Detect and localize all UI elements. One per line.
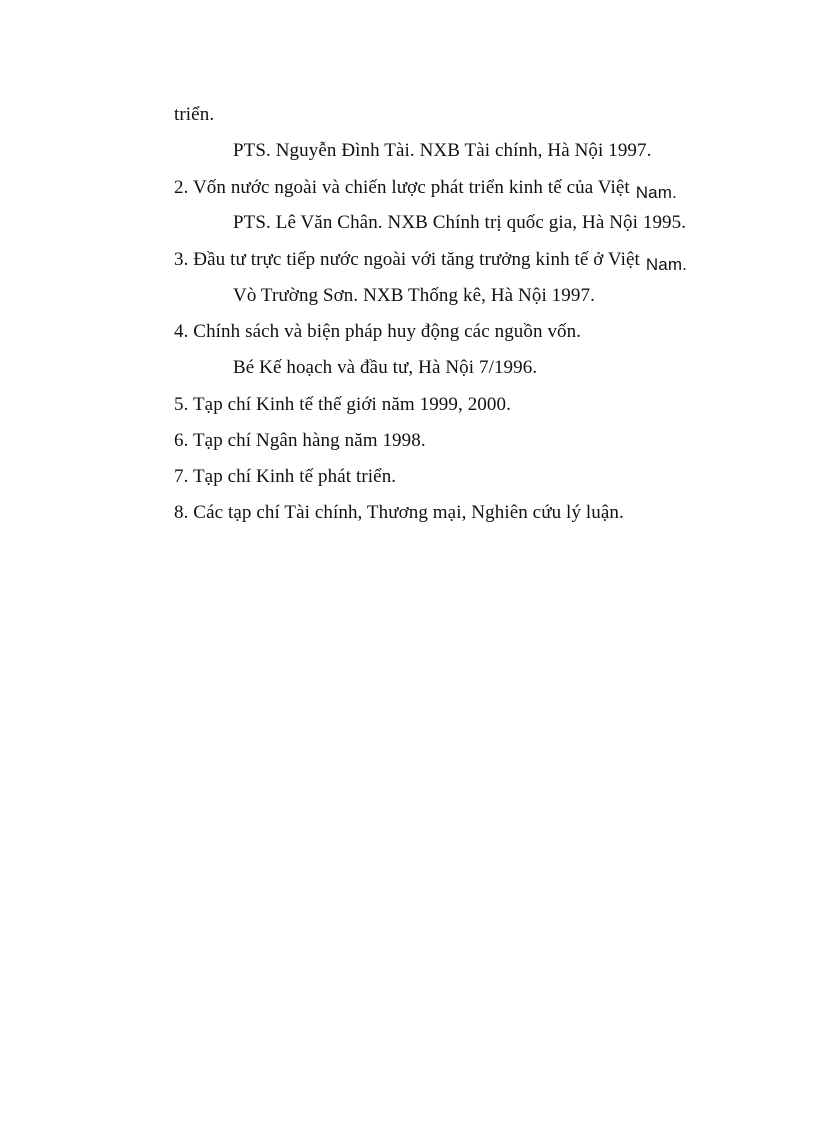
line-text: PTS. Nguyễn Đình Tài. NXB Tài chính, Hà Nội 1997. (233, 140, 652, 161)
reference-item-4 (174, 320, 581, 344)
line-text: 4. Chính sách và biện pháp huy động các nguồn vốn. (174, 321, 582, 342)
line-text: Bé Kế hoạch và đầu tư, Hà Nội 7/1996. (233, 357, 538, 378)
line-text: 3. Đầu tư trực tiếp nước ngoài với tăng trưởng kinh tế ở Việt (174, 249, 640, 270)
reference-author-2 (233, 211, 686, 235)
reference-author-3 (233, 284, 595, 308)
line-text: Vò Trường Sơn. NXB Thống kê, Hà Nội 1997. (233, 285, 595, 306)
reference-item-2 (174, 176, 677, 200)
line-text: 8. Các tạp chí Tài chính, Thương mại, Nghiên cứu lý luận. (174, 502, 624, 523)
reference-continuation (174, 103, 214, 127)
line-text: 2. Vốn nước ngoài và chiến lược phát triển kinh tế của Việt (174, 177, 630, 198)
line-tail: Nam. (645, 255, 687, 274)
reference-item-7 (174, 465, 396, 489)
line-text: PTS. Lê Văn Chân. NXB Chính trị quốc gia, Hà Nội 1995. (233, 212, 687, 233)
line-tail: Nam. (635, 183, 677, 202)
line-text: 7. Tạp chí Kinh tế phát triển. (174, 466, 397, 487)
line-text: 6. Tạp chí Ngân hàng năm 1998. (174, 430, 426, 451)
reference-item-8 (174, 501, 624, 525)
reference-item-3 (174, 248, 687, 272)
line-text: 5. Tạp chí Kinh tế thế giới năm 1999, 2000. (174, 394, 511, 415)
reference-author-1 (233, 139, 651, 163)
reference-author-4 (233, 356, 537, 380)
line-text: triển. (174, 104, 215, 125)
reference-item-5 (174, 393, 511, 417)
reference-item-6 (174, 429, 426, 453)
